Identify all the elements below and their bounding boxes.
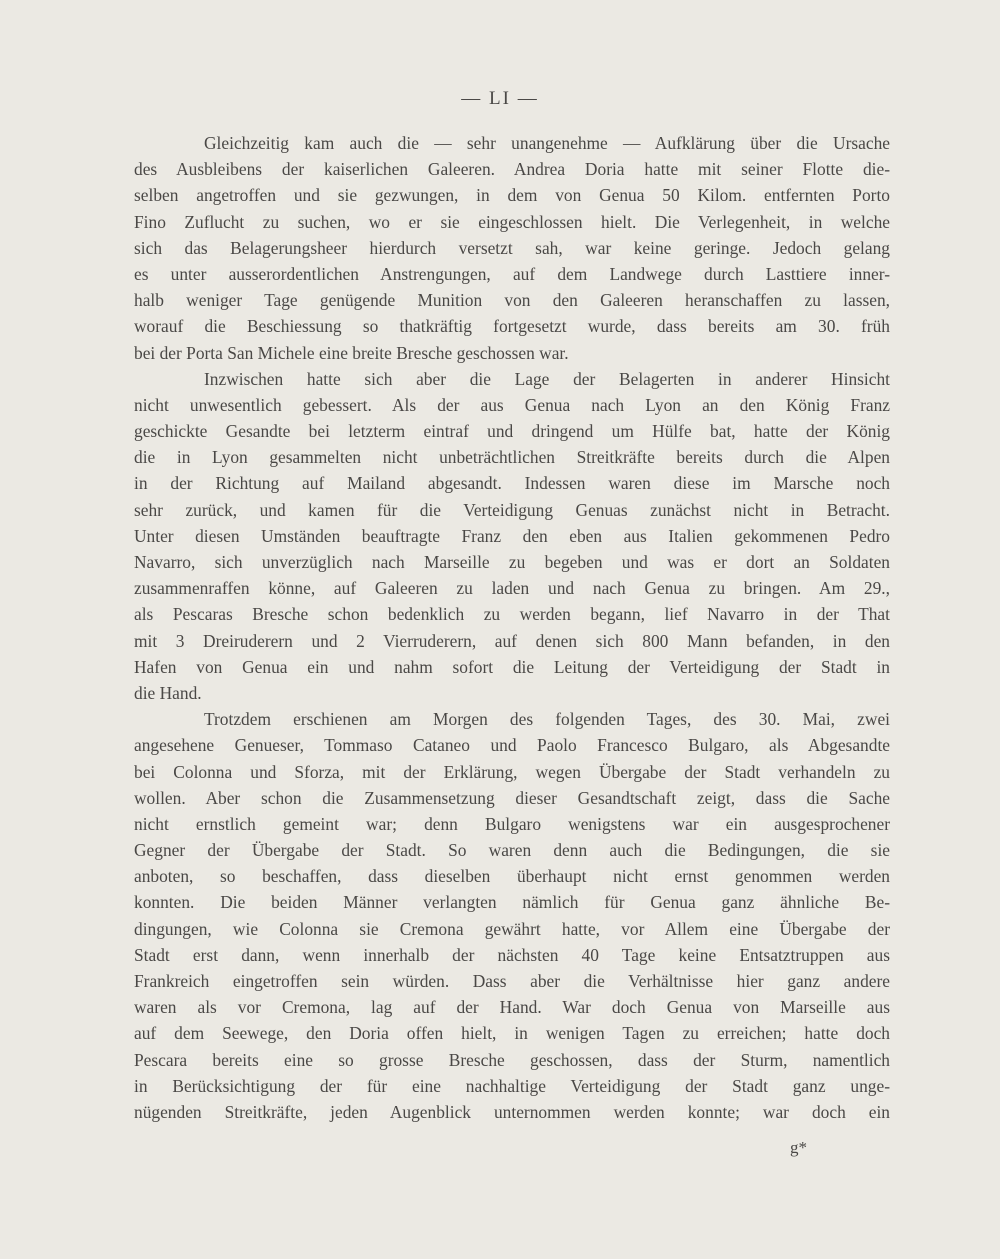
text-line: konnten. Die beiden Männer verlangten nämlich für Genua ganz ähnliche Be- [134, 892, 890, 913]
text-line: in der Richtung auf Mailand abgesandt. Indessen waren diese im Marsche noch [134, 473, 890, 494]
text-line: Hafen von Genua ein und nahm sofort die Leitung der Verteidigung der Stadt in [134, 656, 890, 677]
text-line: zusammenraffen könne, auf Galeeren zu laden und nach Genua zu bringen. Am 29., [134, 578, 890, 599]
text-line: Pescara bereits eine so grosse Bresche geschossen, dass der Sturm, namentlich [134, 1049, 890, 1070]
text-line: Trotzdem erschienen am Morgen des folgenden Tages, des 30. Mai, zwei [204, 709, 890, 730]
text-line: bei Colonna und Sforza, mit der Erklärung, wegen Übergabe der Stadt verhandeln zu [134, 761, 890, 782]
body-text [134, 130, 890, 1125]
text-line: mit 3 Dreiruderern und 2 Vierruderern, auf denen sich 800 Mann befanden, in den [134, 630, 890, 651]
text-line: es unter ausserordentlichen Anstrengungen, auf dem Landwege durch Lasttiere inner- [134, 263, 890, 284]
page-number-header: — LI — [461, 88, 539, 109]
text-line: die in Lyon gesammelten nicht unbeträchtlichen Streitkräfte bereits durch die Alpen [134, 447, 890, 468]
text-line: in Berücksichtigung der für eine nachhaltige Verteidigung der Stadt ganz unge- [134, 1075, 890, 1096]
text-line: angesehene Genueser, Tommaso Cataneo und Paolo Francesco Bulgaro, als Abgesandte [134, 735, 890, 756]
text-line: Inzwischen hatte sich aber die Lage der Belagerten in anderer Hinsicht [204, 368, 890, 389]
text-line: die Hand. [134, 682, 202, 703]
text-line: nicht unwesentlich gebessert. Als der aus Genua nach Lyon an den König Franz [134, 394, 890, 415]
text-line: sich das Belagerungsheer hierdurch versetzt sah, war keine geringe. Jedoch gelang [134, 237, 890, 258]
text-line: Frankreich eingetroffen sein würden. Dass aber die Verhältnisse hier ganz andere [134, 971, 890, 991]
text-line: Gegner der Übergabe der Stadt. So waren denn auch die Bedingungen, die sie [134, 840, 890, 861]
text-line: selben angetroffen und sie gezwungen, in dem von Genua 50 Kilom. entfernten Porto [134, 185, 890, 206]
text-line: dingungen, wie Colonna sie Cremona gewährt hatte, vor Allem eine Übergabe der [134, 918, 890, 939]
text-line: Fino Zuflucht zu suchen, wo er sie eingeschlossen hielt. Die Verlegenheit, in welche [134, 211, 890, 232]
text-line: Navarro, sich unverzüglich nach Marseille zu begeben und was er dort an Soldaten [134, 552, 890, 572]
text-line: anboten, so beschaffen, dass dieselben überhaupt nicht ernst genommen werden [134, 866, 890, 887]
text-line: Stadt erst dann, wenn innerhalb der nächsten 40 Tage keine Entsatztruppen aus [134, 944, 890, 965]
text-line: waren als vor Cremona, lag auf der Hand. War doch Genua von Marseille aus [134, 997, 890, 1018]
text-line: worauf die Beschiessung so thatkräftig fortgesetzt wurde, dass bereits am 30. früh [134, 316, 890, 337]
signature-mark: g* [790, 1138, 807, 1157]
text-line: halb weniger Tage genügende Munition von den Galeeren heranschaffen zu lassen, [134, 290, 890, 311]
text-line: Unter diesen Umständen beauftragte Franz den eben aus Italien gekommenen Pedro [134, 525, 890, 546]
text-line: auf dem Seewege, den Doria offen hielt, in wenigen Tagen zu erreichen; hatte doch [134, 1023, 890, 1044]
text-line: nügenden Streitkräfte, jeden Augenblick unternommen werden konnte; war doch ein [134, 1101, 890, 1122]
text-line: als Pescaras Bresche schon bedenklich zu werden begann, lief Navarro in der That [134, 604, 890, 625]
text-line: Gleichzeitig kam auch die — sehr unangenehme — Aufklärung über die Ursache [204, 133, 890, 153]
text-line: des Ausbleibens der kaiserlichen Galeeren. Andrea Doria hatte mit seiner Flotte die- [134, 159, 890, 180]
text-line: wollen. Aber schon die Zusammensetzung dieser Gesandtschaft zeigt, dass die Sache [134, 787, 890, 808]
text-line: sehr zurück, und kamen für die Verteidigung Genuas zunächst nicht in Betracht. [134, 499, 890, 520]
text-line: nicht ernstlich gemeint war; denn Bulgaro wenigstens war ein ausgesprochener [134, 813, 890, 834]
text-line: geschickte Gesandte bei letzterm eintraf und dringend um Hülfe bat, hatte der König [134, 421, 890, 442]
text-line: bei der Porta San Michele eine breite Bresche geschossen war. [134, 342, 569, 363]
